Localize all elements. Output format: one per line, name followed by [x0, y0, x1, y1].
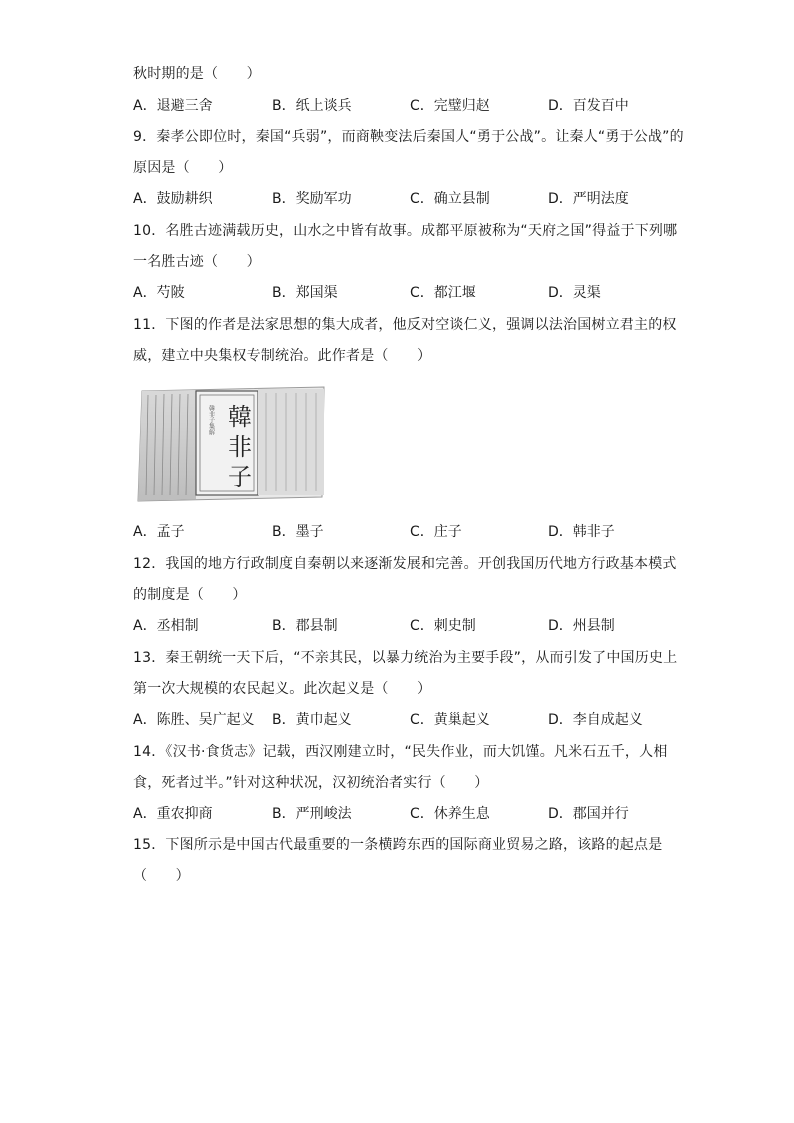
question-13-options — [133, 710, 673, 730]
option-c[interactable]: C．完璧归赵 — [410, 98, 490, 114]
question-10-line-2: 一名胜古迹（ ） — [133, 254, 261, 270]
book-title-char-3: 子 — [228, 463, 252, 491]
question-15-line-2: （ ） — [133, 868, 190, 884]
option-c[interactable]: C．确立县制 — [410, 191, 490, 207]
option-d[interactable]: D．州县制 — [548, 618, 615, 634]
question-14-line-2: 食，死者过半。”针对这种状况，汉初统治者实行（ ） — [133, 775, 489, 791]
question-9-options — [133, 189, 673, 209]
option-b[interactable]: B．纸上谈兵 — [272, 98, 352, 114]
option-a[interactable]: A．退避三舍 — [133, 98, 213, 114]
question-10-line-1: 10．名胜古迹满载历史，山水之中皆有故事。成都平原被称为“天府之国”得益于下列哪 — [133, 223, 678, 239]
option-d[interactable]: D．李自成起义 — [548, 712, 643, 728]
question-9-line-1: 9．秦孝公即位时，秦国“兵弱”，而商鞅变法后秦国人“勇于公战”。让秦人“勇于公战”的 — [133, 129, 684, 145]
option-d[interactable]: D．灵渠 — [548, 285, 601, 301]
option-d[interactable]: D．严明法度 — [548, 191, 629, 207]
option-a[interactable]: A．丞相制 — [133, 618, 199, 634]
han-feizi-book-image — [136, 385, 326, 503]
option-a[interactable]: A．芍陂 — [133, 285, 185, 301]
question-15-line-1: 15．下图所示是中国古代最重要的一条横跨东西的国际商业贸易之路，该路的起点是 — [133, 837, 663, 853]
question-11-line-1: 11．下图的作者是法家思想的集大成者，他反对空谈仁义，强调以法治国树立君主的权 — [133, 317, 677, 333]
book-title-char-1: 韓 — [228, 403, 252, 431]
question-12-line-1: 12．我国的地方行政制度自秦朝以来逐渐发展和完善。开创我国历代地方行政基本模式 — [133, 556, 677, 572]
question-13-line-2: 第一次大规模的农民起义。此次起义是（ ） — [133, 681, 432, 697]
question-12-line-2: 的制度是（ ） — [133, 587, 247, 603]
question-13-line-1: 13．秦王朝统一天下后，“不亲其民，以暴力统治为主要手段”，从而引发了中国历史上 — [133, 650, 678, 666]
question-10-options — [133, 283, 673, 303]
option-a[interactable]: A．鼓励耕织 — [133, 191, 213, 207]
option-d[interactable]: D．郡国并行 — [548, 806, 629, 822]
option-b[interactable]: B．郑国渠 — [272, 285, 338, 301]
book-photo — [136, 385, 326, 503]
question-14-line-1: 14．《汉书·食货志》记载，西汉刚建立时，“民失作业，而大饥馑。凡米石五千，人相 — [133, 744, 668, 760]
option-d[interactable]: D．百发百中 — [548, 98, 629, 114]
option-b[interactable]: B．郡县制 — [272, 618, 338, 634]
option-b[interactable]: B．黄巾起义 — [272, 712, 352, 728]
question-8-tail: 秋时期的是（ ） — [133, 66, 261, 82]
option-d[interactable]: D．韩非子 — [548, 524, 615, 540]
book-side-label: 韓非子集解 — [207, 405, 215, 435]
option-a[interactable]: A．孟子 — [133, 524, 185, 540]
question-14-options — [133, 804, 673, 824]
question-11-options — [133, 522, 673, 542]
option-c[interactable]: C．庄子 — [410, 524, 462, 540]
book-title-char-2: 非 — [228, 433, 252, 461]
option-a[interactable]: A．陈胜、吴广起义 — [133, 712, 255, 728]
question-9-line-2: 原因是（ ） — [133, 160, 233, 176]
option-b[interactable]: B．墨子 — [272, 524, 324, 540]
option-c[interactable]: C．黄巢起义 — [410, 712, 490, 728]
option-c[interactable]: C．休养生息 — [410, 806, 490, 822]
question-11-line-2: 威，建立中央集权专制统治。此作者是（ ） — [133, 348, 432, 364]
question-12-options — [133, 616, 673, 636]
option-a[interactable]: A．重农抑商 — [133, 806, 213, 822]
question-8-options — [133, 96, 673, 116]
option-b[interactable]: B．严刑峻法 — [272, 806, 352, 822]
option-c[interactable]: C．刺史制 — [410, 618, 476, 634]
option-c[interactable]: C．都江堰 — [410, 285, 476, 301]
option-b[interactable]: B．奖励军功 — [272, 191, 352, 207]
